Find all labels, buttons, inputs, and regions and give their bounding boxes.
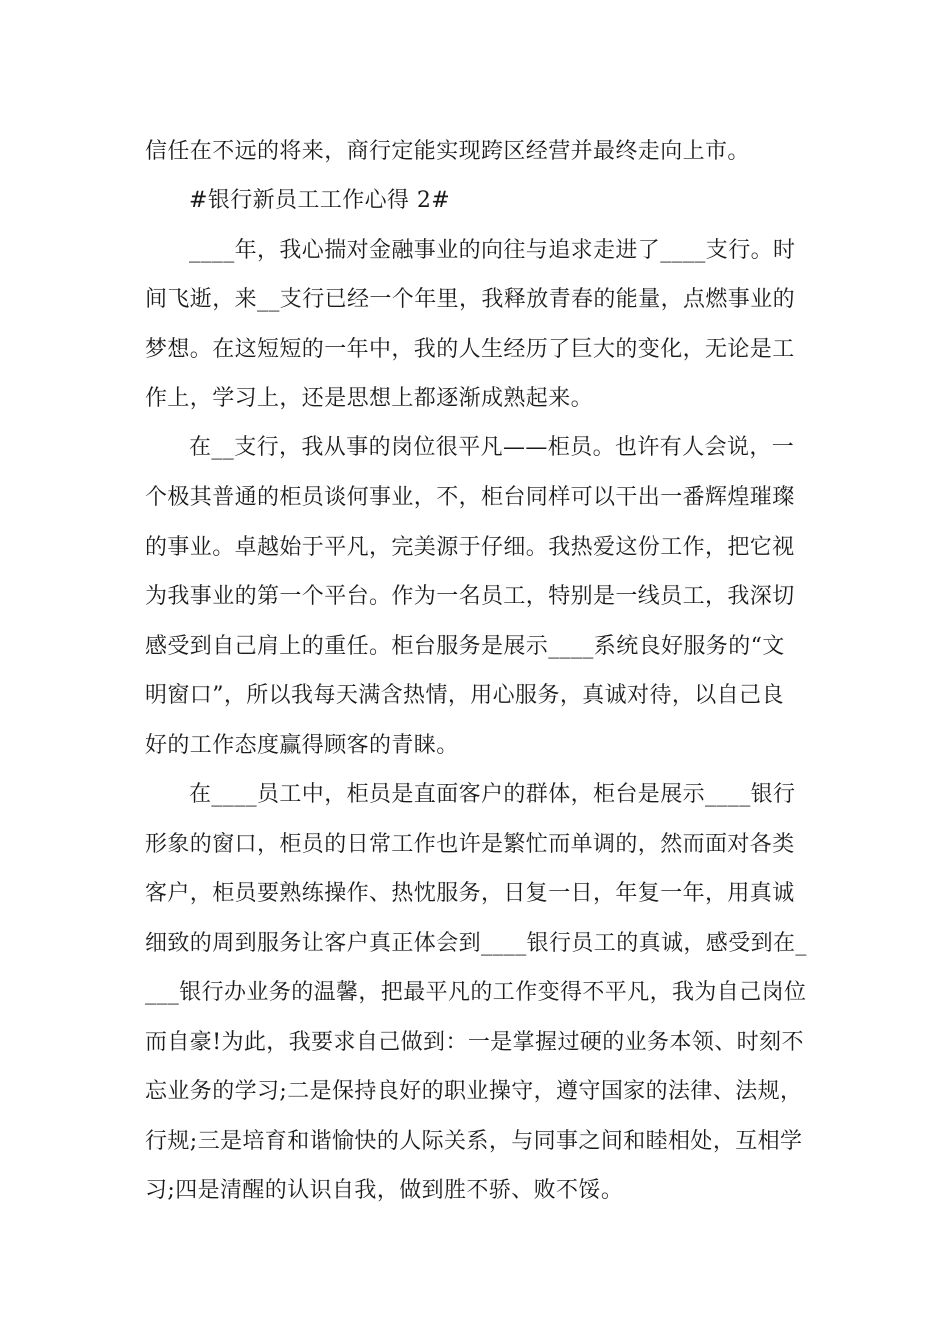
text-line: 梦想。在这短短的一年中，我的人生经历了巨大的变化，无论是工 (145, 337, 795, 362)
text-line: 细致的周到服务让客户真正体会到____银行员工的真诚，感受到在_ (145, 931, 807, 956)
text-line: 个极其普通的柜员谈何事业，不，柜台同样可以干出一番辉煌璀璨 (145, 485, 795, 510)
section-heading: #银行新员工工作心得 2# (189, 188, 451, 213)
text-line: 形象的窗口，柜员的日常工作也许是繁忙而单调的，然而面对各类 (145, 832, 795, 857)
text-line: 为我事业的第一个平台。作为一名员工，特别是一线员工，我深切 (145, 584, 795, 609)
text-line: 信任在不远的将来，商行定能实现跨区经营并最终走向上市。 (145, 139, 750, 164)
text-line: 明窗口”，所以我每天满含热情，用心服务，真诚对待，以自己良 (145, 683, 784, 708)
text-line: ____年，我心揣对金融事业的向往与追求走进了____支行。时 (189, 238, 796, 263)
text-line: 习;四是清醒的认识自我，做到胜不骄、败不馁。 (145, 1178, 624, 1203)
text-line: 在__支行，我从事的岗位很平凡——柜员。也许有人会说，一 (189, 435, 795, 460)
text-line: 作上，学习上，还是思想上都逐渐成熟起来。 (145, 386, 594, 411)
text-line: 在____员工中，柜员是直面客户的群体，柜台是展示____银行 (189, 782, 796, 807)
text-line: 客户，柜员要熟练操作、热忱服务，日复一日，年复一年，用真诚 (145, 881, 795, 906)
text-line: 行规;三是培育和谐愉快的人际关系，与同事之间和睦相处，互相学 (145, 1129, 803, 1154)
text-line: 忘业务的学习;二是保持良好的职业操守，遵守国家的法律、法规， (145, 1079, 803, 1104)
text-line: 感受到自己肩上的重任。柜台服务是展示____系统良好服务的“文 (145, 634, 785, 659)
text-line: 间飞逝，来__支行已经一个年里，我释放青春的能量，点燃事业的 (145, 287, 796, 312)
text-line: 而自豪!为此，我要求自己做到：一是掌握过硬的业务本领、时刻不 (145, 1030, 804, 1055)
text-line: ___银行办业务的温馨，把最平凡的工作变得不平凡，我为自己岗位 (145, 980, 807, 1005)
text-line: 的事业。卓越始于平凡，完美源于仔细。我热爱这份工作，把它视 (145, 535, 795, 560)
text-line: 好的工作态度赢得顾客的青睐。 (145, 733, 459, 758)
